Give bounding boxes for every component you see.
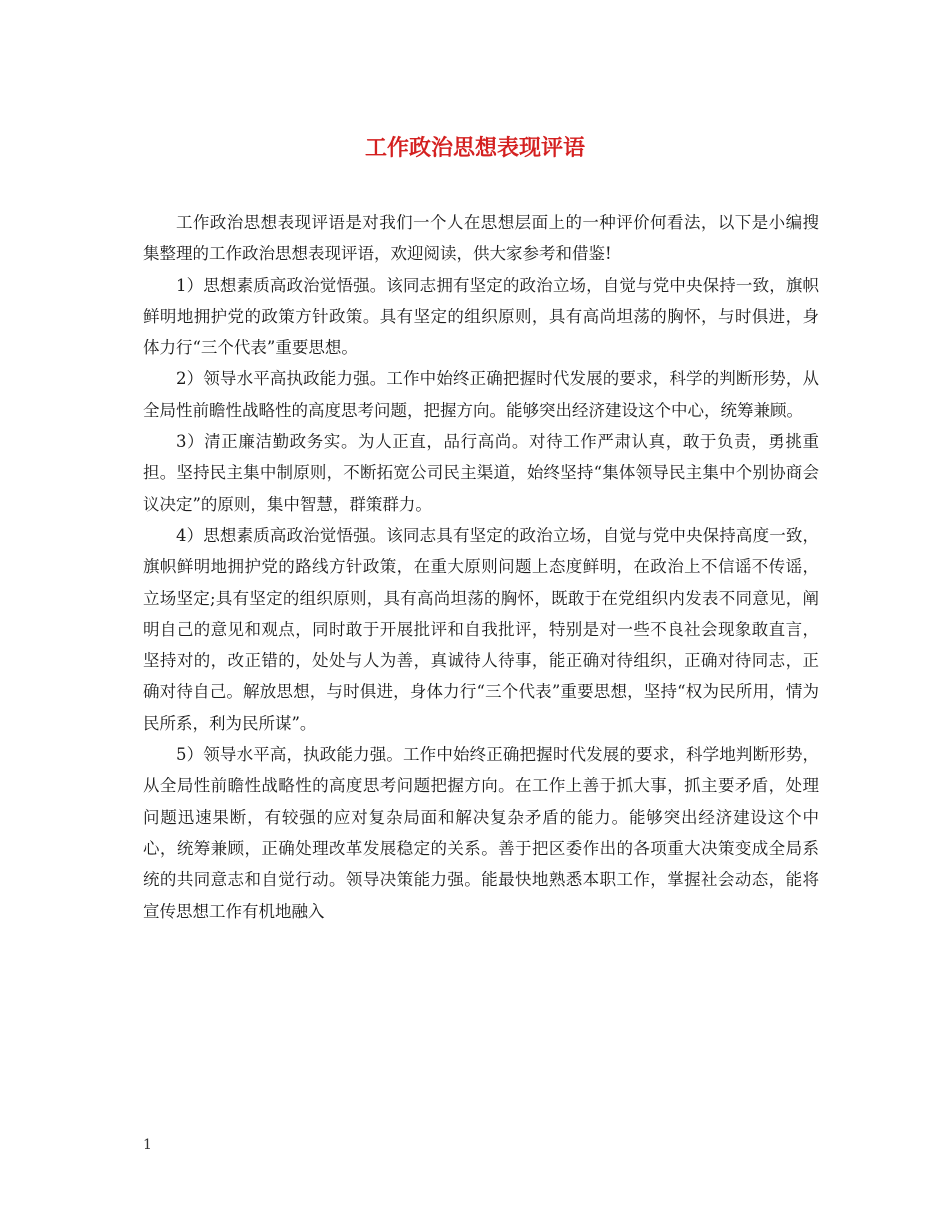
paragraph-5: 5）领导水平高，执政能力强。工作中始终正确把握时代发展的要求，科学地判断形势，从全局性前瞻性战略性的高度思考问题把握方向。在工作上善于抓大事，抓主要矛盾，处理问题迅速果断，有较强的应对复杂局面和解决复杂矛盾的能力。能够突出经济建设这个中心，统筹兼顾，正确处理改革发展稳定的关系。善于把区委作出的各项重大决策变成全局系统的共同意志和自觉行动。领导决策能力强。能最快地熟悉本职工作，掌握社会动态，能将宣传思想工作有机地融入 bbox=[143, 745, 819, 921]
paragraph-4: 4）思想素质高政治觉悟强。该同志具有坚定的政治立场，自觉与党中央保持高度一致，旗帜鲜明地拥护党的路线方针政策，在重大原则问题上态度鲜明，在政治上不信谣不传谣，立场坚定;具有坚定的组织原则，具有高尚坦荡的胸怀，既敢于在党组织内发表不同意见，阐明自己的意见和观点，同时敢于开展批评和自我批评，特别是对一些不良社会现象敢直言，坚持对的，改正错的，处处与人为善，真诚待人待事，能正确对待组织，正确对待同志，正确对待自己。解放思想，与时俱进，身体力行“三个代表”重要思想，坚持“权为民所用，情为民所系，利为民所谋”。 bbox=[143, 525, 819, 733]
paragraph-1: 1）思想素质高政治觉悟强。该同志拥有坚定的政治立场，自觉与党中央保持一致，旗帜鲜明地拥护党的政策方针政策。具有坚定的组织原则，具有高尚坦荡的胸怀，与时俱进，身体力行“三个代表”重要思想。 bbox=[143, 275, 819, 358]
page-number: 1 bbox=[143, 1137, 152, 1153]
document-title: 工作政治思想表现评语 bbox=[364, 135, 585, 161]
intro-paragraph: 工作政治思想表现评语是对我们一个人在思想层面上的一种评价何看法，以下是小编搜集整理的工作政治思想表现评语，欢迎阅读，供大家参考和借鉴! bbox=[143, 213, 819, 264]
paragraph-3: 3）清正廉洁勤政务实。为人正直，品行高尚。对待工作严肃认真，敢于负责，勇挑重担。坚持民主集中制原则，不断拓宽公司民主渠道，始终坚持“集体领导民主集中个别协商会议决定”的原则，集中智慧，群策群力。 bbox=[143, 432, 819, 514]
document-body bbox=[143, 207, 819, 927]
paragraph-2: 2）领导水平高执政能力强。工作中始终正确把握时代发展的要求，科学的判断形势，从全局性前瞻性战略性的高度思考问题，把握方向。能够突出经济建设这个中心，统筹兼顾。 bbox=[143, 369, 819, 420]
